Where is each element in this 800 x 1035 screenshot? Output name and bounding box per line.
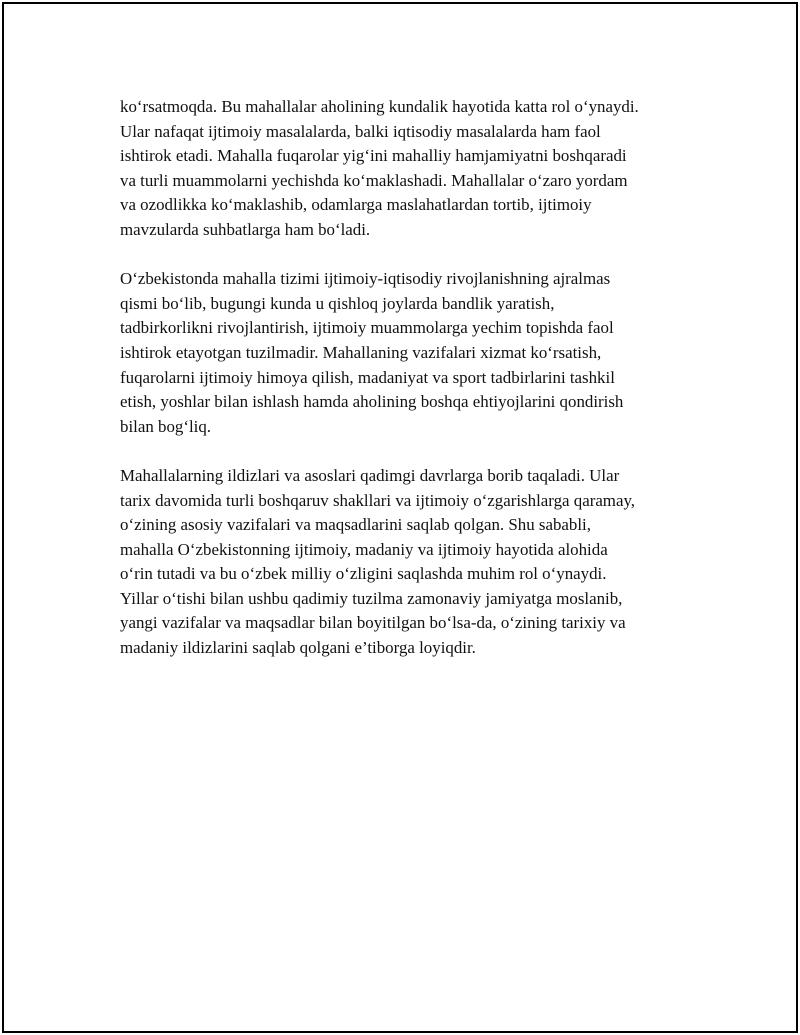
text-line: ishtirok etadi. Mahalla fuqarolar yig‘ini mahalliy hamjamiyatni boshqaradi xyxy=(120,146,627,166)
text-line: tarix davomida turli boshqaruv shakllari va ijtimoiy o‘zgarishlarga qaramay, xyxy=(120,490,636,510)
text-line: ko‘rsatmoqda. Bu mahallalar aholining kundalik hayotida katta rol o‘ynaydi. xyxy=(120,97,639,116)
paragraph-1 xyxy=(120,95,710,243)
text-line: tadbirkorlikni rivojlantirish, ijtimoiy muammolarga yechim topishda faol xyxy=(120,318,614,338)
text-line: mavzularda suhbatlarga ham bo‘ladi. xyxy=(120,219,371,239)
text-line: mahalla O‘zbekistonning ijtimoiy, madaniy va ijtimoiy hayotida alohida xyxy=(120,539,608,559)
text-line: O‘zbekistonda mahalla tizimi ijtimoiy-iqtisodiy rivojlanishning ajralmas xyxy=(120,269,611,289)
document-page xyxy=(2,2,798,1033)
text-line: bilan bog‘liq. xyxy=(120,416,212,436)
text-line: fuqarolarni ijtimoiy himoya qilish, madaniyat va sport tadbirlarini tashkil xyxy=(120,367,615,387)
text-line: o‘rin tutadi va bu o‘zbek milliy o‘zligini saqlashda muhim rol o‘ynaydi. xyxy=(120,564,607,584)
text-line: yangi vazifalar va maqsadlar bilan boyitilgan bo‘lsa-da, o‘zining tarixiy va xyxy=(120,613,626,633)
paragraph-2 xyxy=(120,267,710,439)
text-line: ishtirok etayotgan tuzilmadir. Mahallaning vazifalari xizmat ko‘rsatish, xyxy=(120,342,602,362)
text-line: o‘zining asosiy vazifalari va maqsadlarini saqlab qolgan. Shu sababli, xyxy=(120,515,591,535)
document-body xyxy=(120,95,710,685)
text-line: Mahallalarning ildizlari va asoslari qadimgi davrlarga borib taqaladi. Ular xyxy=(120,465,620,485)
text-line: Ular nafaqat ijtimoiy masalalarda, balki iqtisodiy masalalarda ham faol xyxy=(120,121,601,141)
text-line: qismi bo‘lib, bugungi kunda u qishloq joylarda bandlik yaratish, xyxy=(120,293,555,313)
text-line: va ozodlikka ko‘maklashib, odamlarga maslahatlardan tortib, ijtimoiy xyxy=(120,195,592,215)
paragraph-3 xyxy=(120,464,710,661)
text-line: etish, yoshlar bilan ishlash hamda aholining boshqa ehtiyojlarini qondirish xyxy=(120,392,624,412)
text-line: va turli muammolarni yechishda ko‘maklashadi. Mahallalar o‘zaro yordam xyxy=(120,170,628,190)
text-line: Yillar o‘tishi bilan ushbu qadimiy tuzilma zamonaviy jamiyatga moslanib, xyxy=(120,588,623,608)
text-line: madaniy ildizlarini saqlab qolgani e’tiborga loyiqdir. xyxy=(120,638,476,658)
